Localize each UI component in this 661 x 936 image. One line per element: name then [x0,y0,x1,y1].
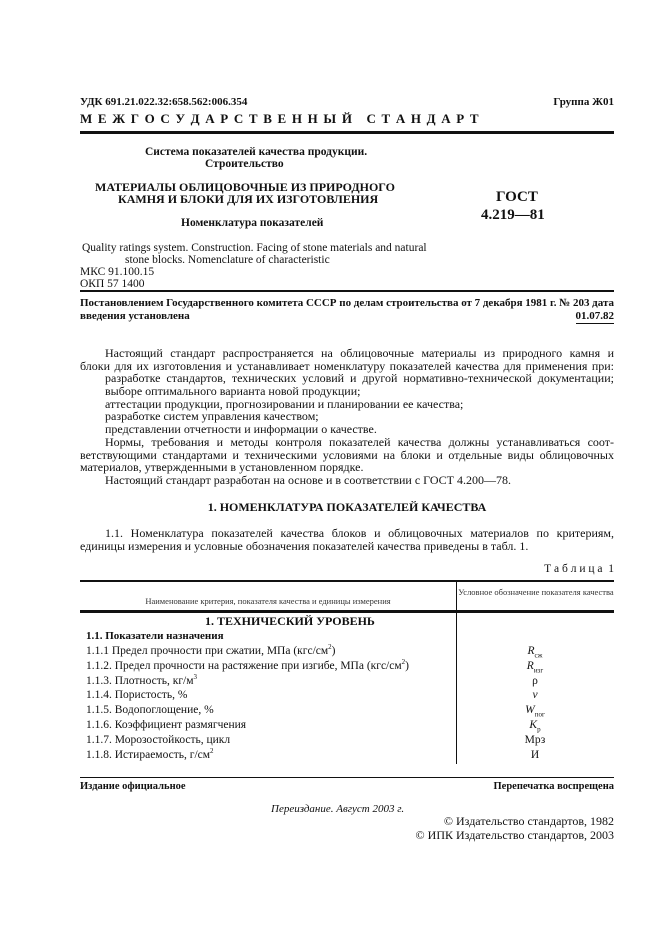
indicator-name: 1.1.1 Предел прочности при сжатии, МПа $(кгс/см^2)$ [86,643,336,657]
table-row [80,688,614,703]
paragraph-line: Настоящий стандарт распространяется на облицовочные материалы из природного камня и [105,346,614,360]
footer-rule [80,777,614,778]
subgroup-heading: 1.1. Показатели назначения [86,630,224,642]
system-title: Система показателей качества продукции. [145,146,368,158]
table-row [80,733,614,748]
list-item: аттестации продукции, прогнозировании и планировании ее качества; [105,396,464,411]
system-subtitle: Строительство [205,158,284,170]
section-text [80,527,614,552]
copyright-1982: © Издательство стандартов, 1982 [443,814,614,828]
table-row [80,659,614,674]
col1-header: Наименование критерия, показателя качества и единицы измерения [145,596,391,606]
mks-code: МКС 91.100.15 [80,266,155,278]
decree-line1: Постановлением Государственного комитета СССР по делам строительства от 7 декабря 1981 г. № 203 дата [80,297,614,309]
gost-label: ГОСТ [496,189,538,205]
table-row [80,718,614,733]
list-item: разработке систем управления качеством; [105,409,319,424]
indicator-name: 1.1.3. Плотность, $кг/м^3$ [86,672,198,687]
okp-code: ОКП 57 1400 [80,278,145,290]
indicator-symbol: v [532,689,538,702]
table-row [80,748,614,763]
main-title-line1: МАТЕРИАЛЫ ОБЛИЦОВОЧНЫЕ ИЗ ПРИРОДНОГО [95,180,395,194]
indicator-name: 1.1.2. Предел прочности на растяжение при изгибе, МПа $(кгс/см^2)$ [86,657,409,672]
col2-header: Условное обозначение показателя качества [458,587,614,597]
udk-code: УДК 691.21.022.32:658.562:006.354 [80,96,248,108]
paragraph-line: ветствующими стандартами и техническими условиями на блоки и отдельные виды облицовочных [80,447,614,462]
effective-date: 01.07.82 [575,310,614,322]
paragraph-line: единицы измерения и условные обозначения показателей качества приведены в табл. 1. [80,538,529,553]
table-caption: Т а б л и ц а 1 [544,563,614,575]
indicator-symbol: ρ [532,674,538,687]
reprint-notice: Перепечатка воспрещена [493,781,614,792]
list-item: разработке стандартов, технических условий и другой нормативно-технической документации; [105,371,614,386]
table-row [80,644,614,659]
decree-line2: введения установлена [80,310,190,322]
paragraph-line: блоки для их изготовления и устанавливает номенклатуру показателей качества для применения при: [80,358,614,373]
paragraph-line: Настоящий стандарт разработан на основе и в соответствии с ГОСТ 4.200—78. [105,472,511,487]
indicators-table [80,580,614,764]
indicator-symbol: И [530,748,540,761]
indicator-name: 1.1.7. Морозостойкость, цикл [86,733,231,746]
list-item: представлении отчетности и информации о качестве. [105,422,377,437]
subtitle: Номенклатура показателей [181,217,324,229]
section-heading: 1. НОМЕНКЛАТУРА ПОКАЗАТЕЛЕЙ КАЧЕСТВА [207,500,487,514]
english-title-line2: stone blocks. Nomenclature of characteristic [125,254,330,266]
main-title-line2: КАМНЯ И БЛОКИ ДЛЯ ИХ ИЗГОТОВЛЕНИЯ [118,192,379,206]
banner-rule [80,131,614,134]
official-edition: Издание официальное [80,781,186,792]
indicator-symbol: Мрз [524,733,546,746]
header-rule [80,290,614,292]
intro-text [80,347,614,487]
reissue-note: Переиздание. Август 2003 г. [271,803,405,815]
indicator-symbol: $W_{пог}$ [525,704,545,719]
english-title-line1: Quality ratings system. Construction. Facing of stone materials and natural [82,242,427,254]
paragraph-line: 1.1. Номенклатура показателей качества блоков и облицовочных материалов по критериям, [105,526,614,540]
indicator-name: 1.1.8. Истираемость, $г/см^2$ [86,746,214,761]
indicator-name: 1.1.4. Пористость, % [86,689,188,702]
paragraph-line: Нормы, требования и методы контроля показателей качества должны устанавливаться соот- [105,434,614,449]
group-heading: 1. ТЕХНИЧЕСКИЙ УРОВЕНЬ [205,614,375,628]
group-code: Группа Ж01 [553,96,614,108]
indicator-symbol: $R_{изг}$ [526,659,544,675]
indicator-name: 1.1.6. Коэффициент размягчения [86,719,247,731]
table-row [80,674,614,689]
list-item: выборе оптимального варианта новой продукции; [105,384,361,399]
paragraph-line: материалов, утвержденными в установленном порядке. [80,460,364,475]
standard-banner: М Е Ж Г О С У Д А Р С Т В Е Н Н Ы Й С Т А Н Д А Р Т [80,111,480,126]
indicator-symbol: $K_р$ [529,719,541,734]
gost-number: 4.219—81 [481,207,545,223]
indicator-symbol: $R_{сж}$ [527,645,543,660]
table-row [80,703,614,718]
indicator-name: 1.1.5. Водопоглощение, % [86,704,214,717]
copyright-2003: © ИПК Издательство стандартов, 2003 [415,828,614,842]
